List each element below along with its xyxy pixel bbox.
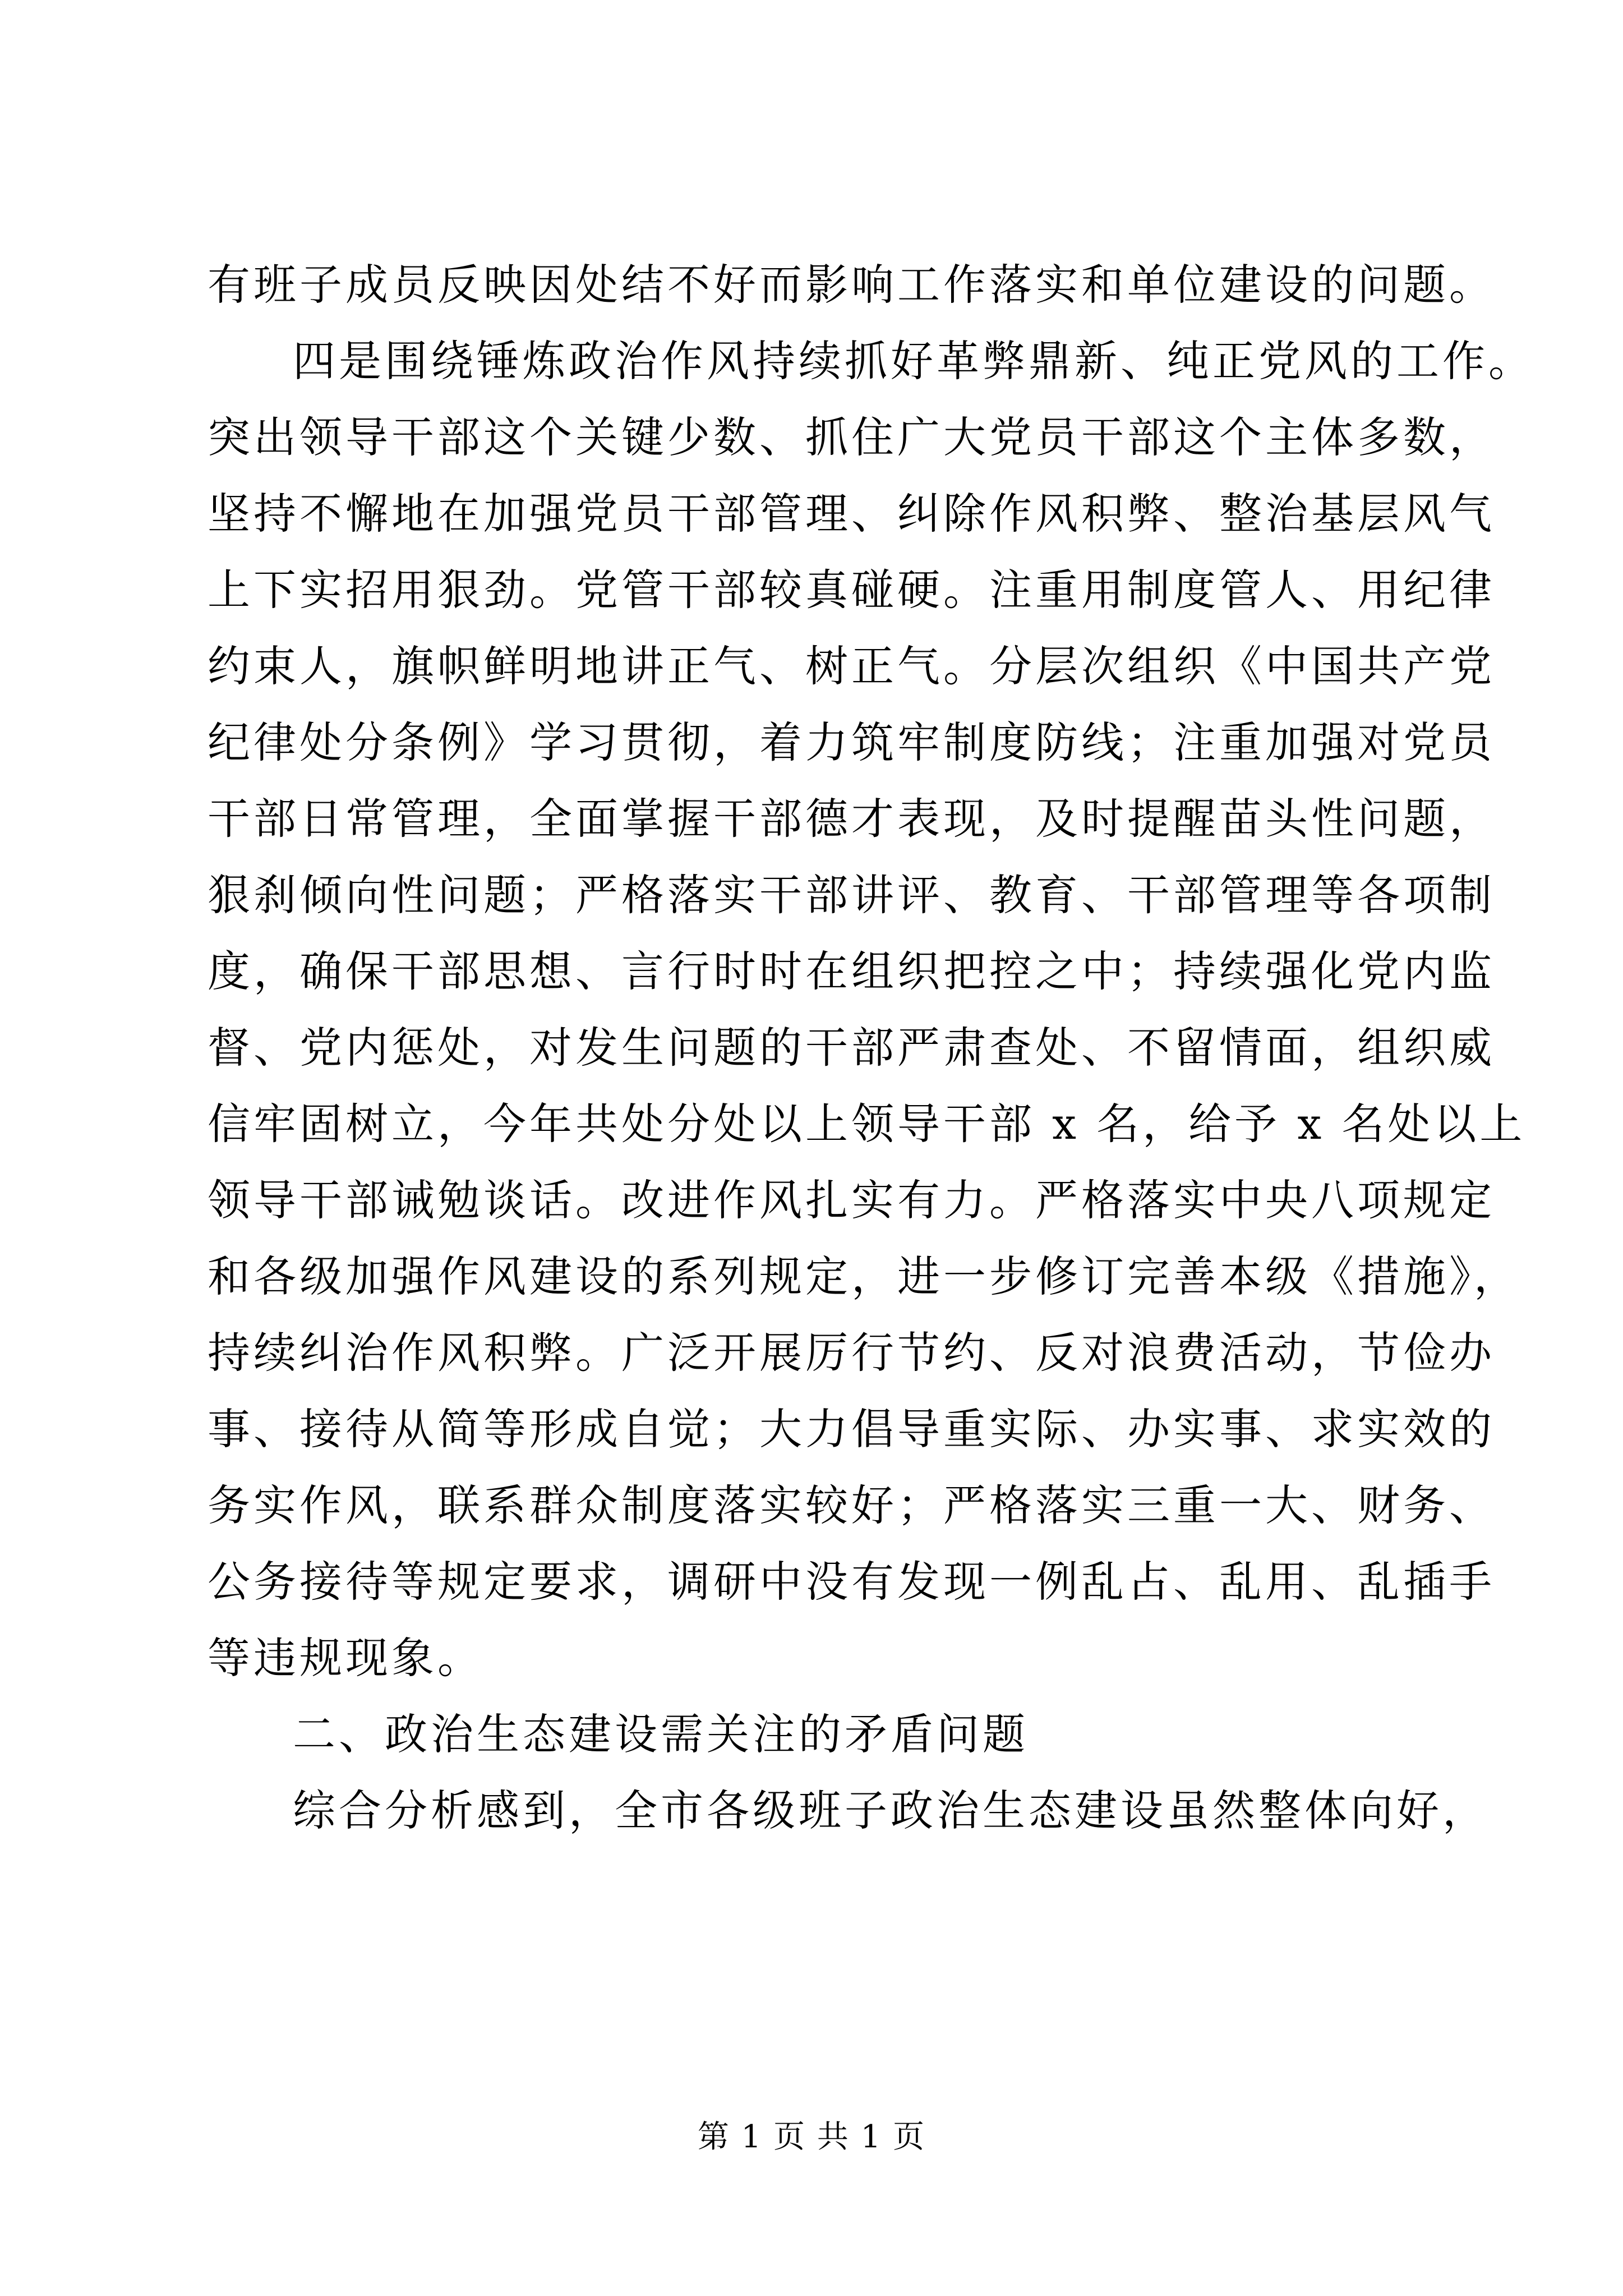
text-line: 坚持不懈地在加强党员干部管理、纠除作风积弊、整治基层风气 xyxy=(208,489,1495,539)
text-line: 度，确保干部思想、言行时时在组织把控之中；持续强化党内监 xyxy=(208,946,1495,996)
text-line: 和各级加强作风建设的系列规定，进一步修订完善本级《措施》， xyxy=(208,1251,1520,1301)
text-line: 事、接待从简等形成自觉；大力倡导重实际、办实事、求实效的 xyxy=(208,1404,1495,1454)
text-line: 上下实招用狠劲。党管干部较真碰硬。注重用制度管人、用纪律 xyxy=(208,565,1495,615)
text-line: 突出领导干部这个关键少数、抓住广大党员干部这个主体多数， xyxy=(208,412,1495,462)
text-line: 纪律处分条例》学习贯彻，着力筑牢制度防线；注重加强对党员 xyxy=(208,717,1495,767)
body-text xyxy=(208,247,1534,1849)
text-line: 综合分析感到，全市各级班子政治生态建设虽然整体向好， xyxy=(293,1786,1488,1835)
text-line: 等违规现象。 xyxy=(208,1633,483,1683)
text-line: 二、政治生态建设需关注的矛盾问题 xyxy=(293,1709,1029,1759)
text-line: 领导干部诫勉谈话。改进作风扎实有力。严格落实中央八项规定 xyxy=(208,1175,1495,1225)
text-line: 约束人，旗帜鲜明地讲正气、树正气。分层次组织《中国共产党 xyxy=(208,641,1495,691)
text-line: 有班子成员反映因处结不好而影响工作落实和单位建设的问题。 xyxy=(208,260,1495,310)
text-line: 务实作风，联系群众制度落实较好；严格落实三重一大、财务、 xyxy=(208,1480,1495,1530)
text-line: 公务接待等规定要求，调研中没有发现一例乱占、乱用、乱插手 xyxy=(208,1557,1495,1607)
text-line: 持续纠治作风积弊。广泛开展厉行节约、反对浪费活动，节俭办 xyxy=(208,1328,1495,1378)
text-line: 四是围绕锤炼政治作风持续抓好革弊鼎新、纯正党风的工作。 xyxy=(293,336,1534,386)
text-line: 干部日常管理，全面掌握干部德才表现，及时提醒苗头性问题， xyxy=(208,794,1495,844)
text-line: 信牢固树立，今年共处分处以上领导干部 x 名，给予 x 名处以上 xyxy=(208,1099,1526,1149)
page-footer: 第 1 页 共 1 页 xyxy=(697,2119,926,2155)
text-line: 狠刹倾向性问题；严格落实干部讲评、教育、干部管理等各项制 xyxy=(208,870,1495,920)
text-line: 督、党内惩处，对发生问题的干部严肃查处、不留情面，组织威 xyxy=(208,1023,1495,1073)
